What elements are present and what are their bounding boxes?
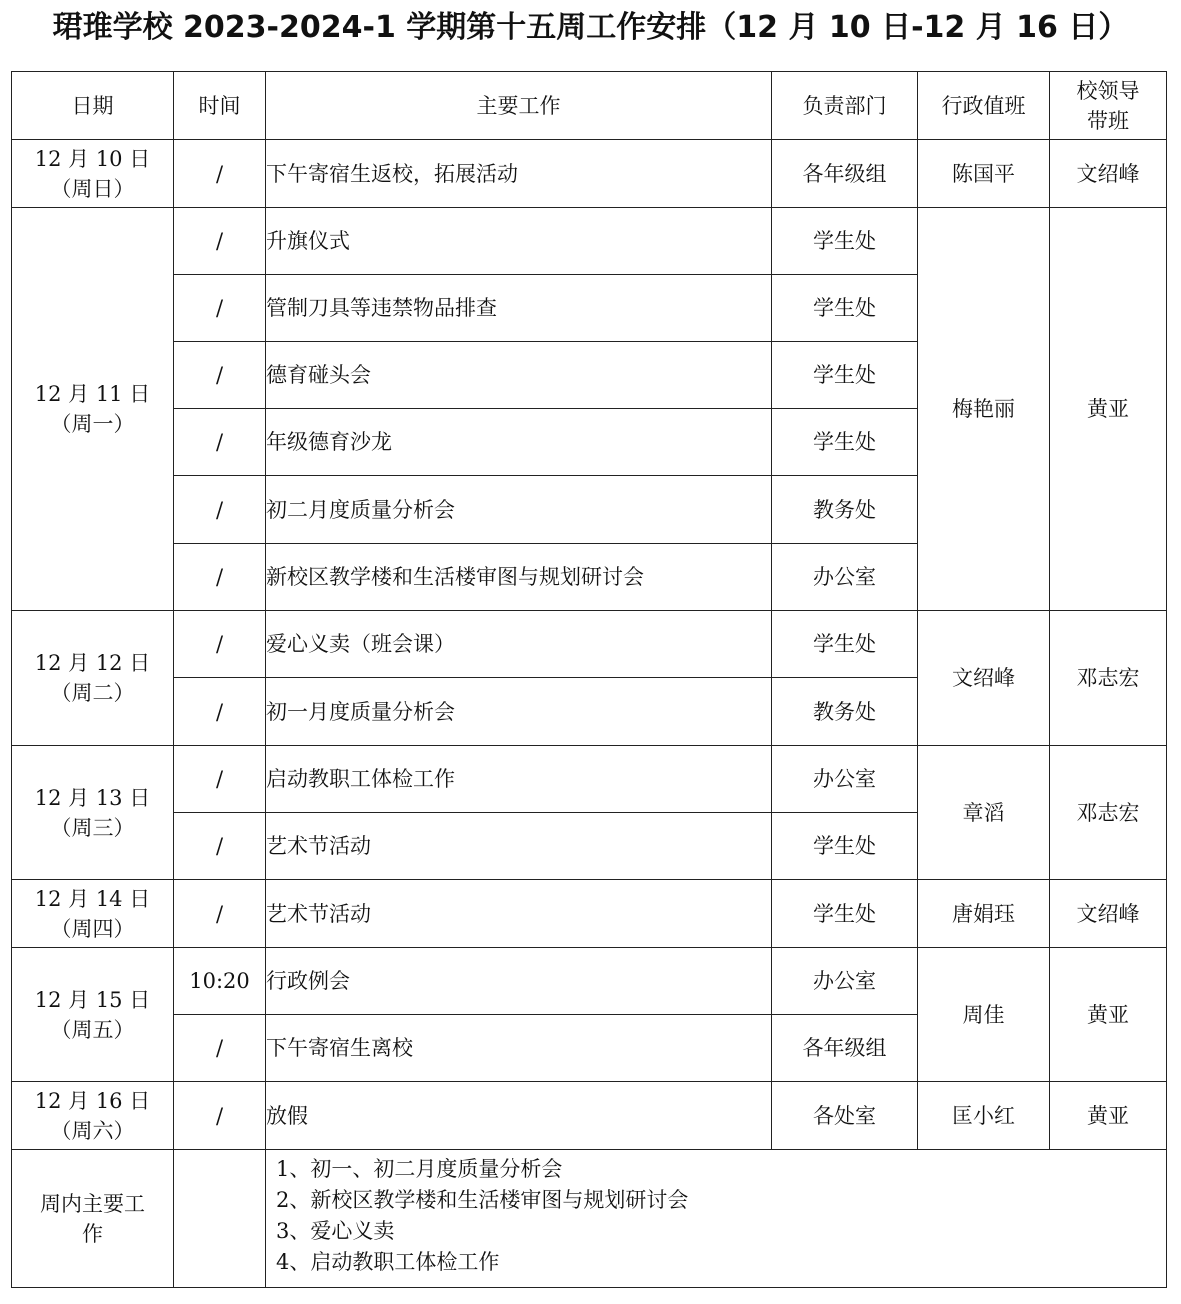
header-work: 主要工作 (266, 72, 772, 140)
page-title: 珺琟学校 2023-2024-1 学期第十五周工作安排（12 月 10 日-12 月 16 日） (52, 10, 1129, 45)
header-leader-line1: 校领导 (1076, 78, 1140, 103)
weekday-text: （周五） (50, 1017, 135, 1042)
time-cell: / (174, 1082, 266, 1150)
time-cell: / (174, 208, 266, 275)
leader-cell: 黄亚 (1050, 948, 1167, 1082)
weekday-text: （周四） (50, 916, 135, 941)
date-cell (12, 948, 174, 1082)
work-cell: 下午寄宿生返校，拓展活动 (266, 140, 772, 208)
time-cell: / (174, 544, 266, 611)
dept-cell: 学生处 (772, 611, 918, 678)
leader-cell: 邓志宏 (1050, 746, 1167, 880)
header-admin: 行政值班 (918, 72, 1050, 140)
work-cell: 新校区教学楼和生活楼审图与规划研讨会 (266, 544, 772, 611)
date-cell (12, 208, 174, 611)
admin-cell: 唐娟珏 (918, 880, 1050, 948)
work-cell: 升旗仪式 (266, 208, 772, 275)
header-dept: 负责部门 (772, 72, 918, 140)
dept-cell: 教务处 (772, 678, 918, 746)
work-cell: 爱心义卖（班会课） (266, 611, 772, 678)
summary-label-line1: 周内主要工 (40, 1191, 145, 1216)
table-row (12, 1082, 1167, 1150)
time-cell: / (174, 611, 266, 678)
header-row (12, 72, 1167, 140)
date-cell (12, 880, 174, 948)
date-cell (12, 746, 174, 880)
header-leader-line2: 带班 (1087, 108, 1129, 133)
table-row (12, 208, 1167, 275)
weekday-text: （周三） (50, 815, 135, 840)
time-cell: / (174, 409, 266, 476)
work-cell: 年级德育沙龙 (266, 409, 772, 476)
summary-row (12, 1150, 1167, 1288)
dept-cell: 学生处 (772, 409, 918, 476)
admin-cell: 陈国平 (918, 140, 1050, 208)
time-cell: / (174, 746, 266, 813)
time-cell: / (174, 140, 266, 208)
leader-cell: 文绍峰 (1050, 140, 1167, 208)
leader-cell: 黄亚 (1050, 1082, 1167, 1150)
admin-cell: 匡小红 (918, 1082, 1050, 1150)
header-date: 日期 (12, 72, 174, 140)
admin-cell: 周佳 (918, 948, 1050, 1082)
dept-cell: 学生处 (772, 208, 918, 275)
header-leader (1050, 72, 1167, 140)
dept-cell: 学生处 (772, 813, 918, 880)
weekday-text: （周一） (50, 412, 135, 436)
date-text: 12 月 11 日 (34, 382, 151, 406)
summary-label (12, 1150, 174, 1288)
summary-content (266, 1150, 1167, 1288)
time-cell: / (174, 476, 266, 544)
summary-label-line2: 作 (82, 1221, 103, 1246)
date-cell (12, 611, 174, 746)
work-cell: 放假 (266, 1082, 772, 1150)
work-cell: 初二月度质量分析会 (266, 476, 772, 544)
date-text: 12 月 12 日 (34, 651, 151, 675)
date-cell (12, 1082, 174, 1150)
time-cell: 10:20 (174, 948, 266, 1015)
dept-cell: 学生处 (772, 275, 918, 342)
time-cell: / (174, 1015, 266, 1082)
table-row (12, 611, 1167, 678)
time-cell: / (174, 813, 266, 880)
dept-cell: 教务处 (772, 476, 918, 544)
dept-cell: 办公室 (772, 746, 918, 813)
work-cell: 德育碰头会 (266, 342, 772, 409)
summary-empty-cell (174, 1150, 266, 1288)
date-cell (12, 140, 174, 208)
table-row (12, 948, 1167, 1015)
admin-cell: 文绍峰 (918, 611, 1050, 746)
summary-item: 3、爱心义卖 (276, 1219, 395, 1243)
work-cell: 启动教职工体检工作 (266, 746, 772, 813)
dept-cell: 各年级组 (772, 1015, 918, 1082)
date-text: 12 月 10 日 (34, 146, 151, 171)
schedule-table (11, 71, 1167, 1288)
admin-cell: 章滔 (918, 746, 1050, 880)
summary-item: 1、初一、初二月度质量分析会 (276, 1157, 563, 1181)
weekday-text: （周六） (50, 1118, 135, 1143)
leader-cell: 黄亚 (1050, 208, 1167, 611)
leader-cell: 邓志宏 (1050, 611, 1167, 746)
admin-cell: 梅艳丽 (918, 208, 1050, 611)
table-row (12, 140, 1167, 208)
header-time: 时间 (174, 72, 266, 140)
work-cell: 下午寄宿生离校 (266, 1015, 772, 1082)
time-cell: / (174, 678, 266, 746)
work-cell: 行政例会 (266, 948, 772, 1015)
work-cell: 初一月度质量分析会 (266, 678, 772, 746)
time-cell: / (174, 275, 266, 342)
work-cell: 管制刀具等违禁物品排查 (266, 275, 772, 342)
work-cell: 艺术节活动 (266, 880, 772, 948)
dept-cell: 各处室 (772, 1082, 918, 1150)
time-cell: / (174, 880, 266, 948)
leader-cell: 文绍峰 (1050, 880, 1167, 948)
date-text: 12 月 14 日 (34, 886, 151, 911)
table-row (12, 746, 1167, 813)
time-cell: / (174, 342, 266, 409)
dept-cell: 学生处 (772, 342, 918, 409)
dept-cell: 办公室 (772, 948, 918, 1015)
dept-cell: 办公室 (772, 544, 918, 611)
date-text: 12 月 13 日 (34, 785, 151, 810)
weekday-text: （周日） (50, 176, 135, 201)
weekday-text: （周二） (50, 681, 135, 705)
table-row (12, 880, 1167, 948)
dept-cell: 学生处 (772, 880, 918, 948)
summary-item: 2、新校区教学楼和生活楼审图与规划研讨会 (276, 1188, 689, 1212)
summary-item: 4、启动教职工体检工作 (276, 1250, 500, 1274)
date-text: 12 月 16 日 (34, 1088, 151, 1113)
date-text: 12 月 15 日 (34, 987, 151, 1012)
work-cell: 艺术节活动 (266, 813, 772, 880)
dept-cell: 各年级组 (772, 140, 918, 208)
